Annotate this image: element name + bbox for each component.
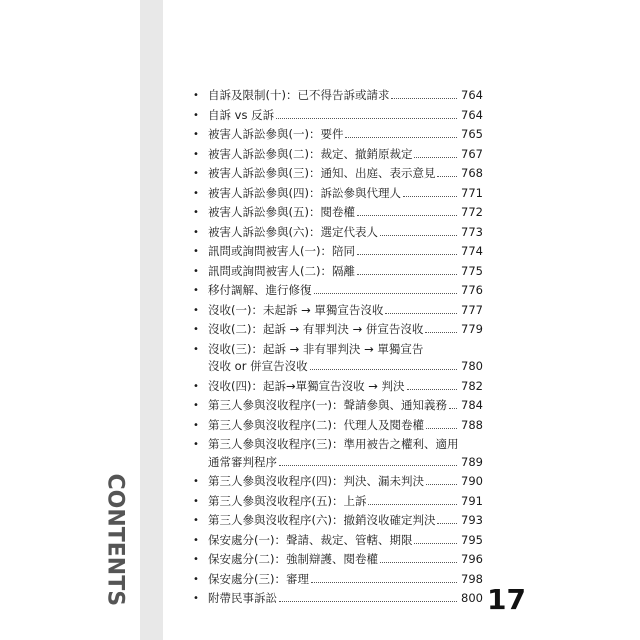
dot-leader bbox=[357, 244, 457, 255]
side-strip bbox=[140, 0, 163, 640]
toc-entry bbox=[193, 262, 483, 282]
toc-entry-page: 793 bbox=[461, 513, 483, 527]
bullet-icon: • bbox=[193, 400, 199, 411]
toc-entry-title: 第三人參與沒收程序(一)：聲請參與、通知義務 bbox=[208, 398, 447, 412]
toc-entry-page: 773 bbox=[461, 224, 483, 239]
bullet-icon: • bbox=[193, 187, 199, 199]
dot-leader bbox=[425, 322, 457, 333]
toc-entry bbox=[193, 164, 483, 184]
toc-entry bbox=[193, 281, 483, 301]
dot-leader bbox=[449, 398, 457, 409]
toc-entry bbox=[193, 340, 483, 377]
toc-entry-page: 796 bbox=[461, 552, 483, 566]
toc-entry bbox=[193, 223, 483, 243]
bullet-icon: • bbox=[193, 534, 199, 546]
dot-leader bbox=[279, 591, 457, 602]
toc-entry bbox=[193, 416, 483, 436]
toc-entry bbox=[193, 242, 483, 262]
toc-entry bbox=[193, 301, 483, 321]
toc-entry bbox=[193, 472, 483, 492]
toc-entry-title: 第三人參與沒收程序(四)：判決、漏未判決 bbox=[208, 474, 424, 488]
dot-leader bbox=[391, 88, 457, 99]
toc-entry-page: 779 bbox=[461, 322, 483, 336]
dot-leader bbox=[385, 303, 457, 314]
toc-entry-title: 自訴 vs 反訴 bbox=[208, 107, 275, 122]
toc-entry bbox=[193, 589, 483, 609]
bullet-icon: • bbox=[193, 593, 199, 604]
toc-entry-title: 第三人參與沒收程序(五)：上訴 bbox=[208, 493, 367, 508]
dot-leader bbox=[414, 147, 457, 158]
bullet-icon: • bbox=[193, 495, 199, 507]
toc-entry-title: 被害人訴訟參與(二)：裁定、撤銷原裁定 bbox=[208, 146, 413, 161]
toc-entry-title: 被害人訴訟參與(三)：通知、出庭、表示意見 bbox=[208, 166, 436, 180]
toc-entry-title: 沒收(一)：未起訴 → 單獨宣告沒收 bbox=[208, 302, 384, 317]
toc-entry-page: 764 bbox=[461, 88, 483, 102]
dot-leader bbox=[310, 359, 457, 370]
toc-entry-title: 保安處分(二)：強制辯護、閱卷權 bbox=[208, 552, 378, 566]
dot-leader bbox=[357, 264, 457, 275]
toc-entry-page: 789 bbox=[461, 454, 483, 469]
bullet-icon: • bbox=[193, 439, 199, 450]
toc-entry bbox=[193, 396, 483, 416]
toc-entry bbox=[193, 377, 483, 397]
toc-entry-title: 被害人訴訟參與(六)：選定代表人 bbox=[208, 224, 378, 239]
bullet-icon: • bbox=[193, 246, 199, 257]
toc-entry-title: 沒收(三)：起訴 → 非有罪判決 → 單獨宣告 bbox=[208, 341, 424, 356]
toc-entry bbox=[193, 511, 483, 531]
dot-leader bbox=[345, 127, 457, 138]
toc-entry-page: 777 bbox=[461, 302, 483, 317]
toc-entry bbox=[193, 435, 483, 472]
bullet-icon: • bbox=[193, 343, 199, 355]
contents-side-label: CONTENTS bbox=[102, 473, 128, 607]
bullet-icon: • bbox=[193, 304, 199, 316]
toc-entry-page: 776 bbox=[461, 283, 483, 297]
toc-entry bbox=[193, 492, 483, 512]
bullet-icon: • bbox=[193, 129, 199, 140]
toc-entry-page: 798 bbox=[461, 571, 483, 586]
bullet-icon: • bbox=[193, 265, 199, 277]
toc-entry-title: 訊問或詢問被害人(一)：陪同 bbox=[208, 244, 355, 258]
toc-entry-page: 784 bbox=[461, 398, 483, 412]
toc-entry-title: 通常審判程序 bbox=[208, 454, 277, 469]
toc-entry bbox=[193, 106, 483, 126]
toc-entry bbox=[193, 531, 483, 551]
toc-entry-title: 移付調解、進行修復 bbox=[208, 283, 312, 297]
dot-leader bbox=[426, 474, 457, 485]
toc-entry-title: 被害人訴訟參與(一)：要件 bbox=[208, 127, 344, 141]
dot-leader bbox=[407, 379, 457, 390]
toc-entry bbox=[193, 145, 483, 165]
dot-leader bbox=[403, 186, 457, 197]
bullet-icon: • bbox=[193, 515, 199, 526]
bullet-icon: • bbox=[193, 285, 199, 296]
bullet-icon: • bbox=[193, 148, 199, 160]
toc-entry bbox=[193, 125, 483, 145]
toc-entry-title: 訊問或詢問被害人(二)：隔離 bbox=[208, 263, 355, 278]
toc-entry-page: 771 bbox=[461, 185, 483, 200]
bullet-icon: • bbox=[193, 380, 199, 392]
bullet-icon: • bbox=[193, 554, 199, 565]
toc-entry-title: 沒收(二)：起訴 → 有罪判決 → 併宣告沒收 bbox=[208, 322, 424, 336]
dot-leader bbox=[314, 283, 458, 294]
toc-entry-page: 764 bbox=[461, 107, 483, 122]
toc-entry-page: 767 bbox=[461, 146, 483, 161]
toc-entry-title: 第三人參與沒收程序(二)：代理人及閱卷權 bbox=[208, 417, 424, 432]
toc-entry-page: 795 bbox=[461, 532, 483, 547]
toc-entry bbox=[193, 320, 483, 340]
toc-entry-page: 768 bbox=[461, 166, 483, 180]
toc-entry-page: 791 bbox=[461, 493, 483, 508]
toc-entry-title: 保安處分(一)：聲請、裁定、管轄、期限 bbox=[208, 532, 413, 547]
toc-entry bbox=[193, 86, 483, 106]
table-of-contents bbox=[193, 86, 483, 609]
dot-leader bbox=[426, 418, 457, 429]
dot-leader bbox=[357, 205, 457, 216]
toc-entry-title: 沒收(四)：起訴→單獨宣告沒收 → 判決 bbox=[208, 378, 405, 393]
bullet-icon: • bbox=[193, 90, 199, 101]
toc-entry-title: 第三人參與沒收程序(六)：撤銷沒收確定判決 bbox=[208, 513, 436, 527]
dot-leader bbox=[437, 513, 457, 524]
dot-leader bbox=[311, 572, 457, 583]
bullet-icon: • bbox=[193, 573, 199, 585]
toc-entry-page: 782 bbox=[461, 378, 483, 393]
toc-entry-title: 被害人訴訟參與(四)：訴訟參與代理人 bbox=[208, 185, 401, 200]
toc-entry-title: 自訴及限制(十)：已不得告訴或請求 bbox=[208, 88, 390, 102]
toc-entry-page: 775 bbox=[461, 263, 483, 278]
toc-entry-title: 被害人訴訟參與(五)：閱卷權 bbox=[208, 205, 355, 219]
toc-entry-title: 保安處分(三)：審理 bbox=[208, 571, 309, 586]
dot-leader bbox=[380, 225, 457, 236]
toc-entry-page: 780 bbox=[461, 359, 483, 373]
toc-entry bbox=[193, 203, 483, 223]
bullet-icon: • bbox=[193, 168, 199, 179]
dot-leader bbox=[368, 494, 457, 505]
bullet-icon: • bbox=[193, 324, 199, 335]
dot-leader bbox=[380, 552, 457, 563]
toc-entry-page: 774 bbox=[461, 244, 483, 258]
toc-entry-title: 第三人參與沒收程序(三)：準用被告之權利、適用 bbox=[208, 437, 459, 451]
toc-entry-page: 788 bbox=[461, 417, 483, 432]
bullet-icon: • bbox=[193, 226, 199, 238]
dot-leader bbox=[279, 455, 457, 466]
bullet-icon: • bbox=[193, 419, 199, 431]
toc-entry bbox=[193, 550, 483, 570]
toc-entry-page: 765 bbox=[461, 127, 483, 141]
page-number: 17 bbox=[487, 583, 526, 616]
bullet-icon: • bbox=[193, 476, 199, 487]
toc-entry-page: 790 bbox=[461, 474, 483, 488]
dot-leader bbox=[437, 166, 457, 177]
toc-entry-title: 沒收 or 併宣告沒收 bbox=[208, 359, 308, 373]
dot-leader bbox=[276, 108, 457, 119]
toc-entry-title: 附帶民事訴訟 bbox=[208, 591, 277, 605]
toc-entry bbox=[193, 184, 483, 204]
toc-entry-page: 772 bbox=[461, 205, 483, 219]
bullet-icon: • bbox=[193, 109, 199, 121]
bullet-icon: • bbox=[193, 207, 199, 218]
toc-entry bbox=[193, 570, 483, 590]
toc-entry-page: 800 bbox=[461, 591, 483, 605]
dot-leader bbox=[414, 533, 457, 544]
